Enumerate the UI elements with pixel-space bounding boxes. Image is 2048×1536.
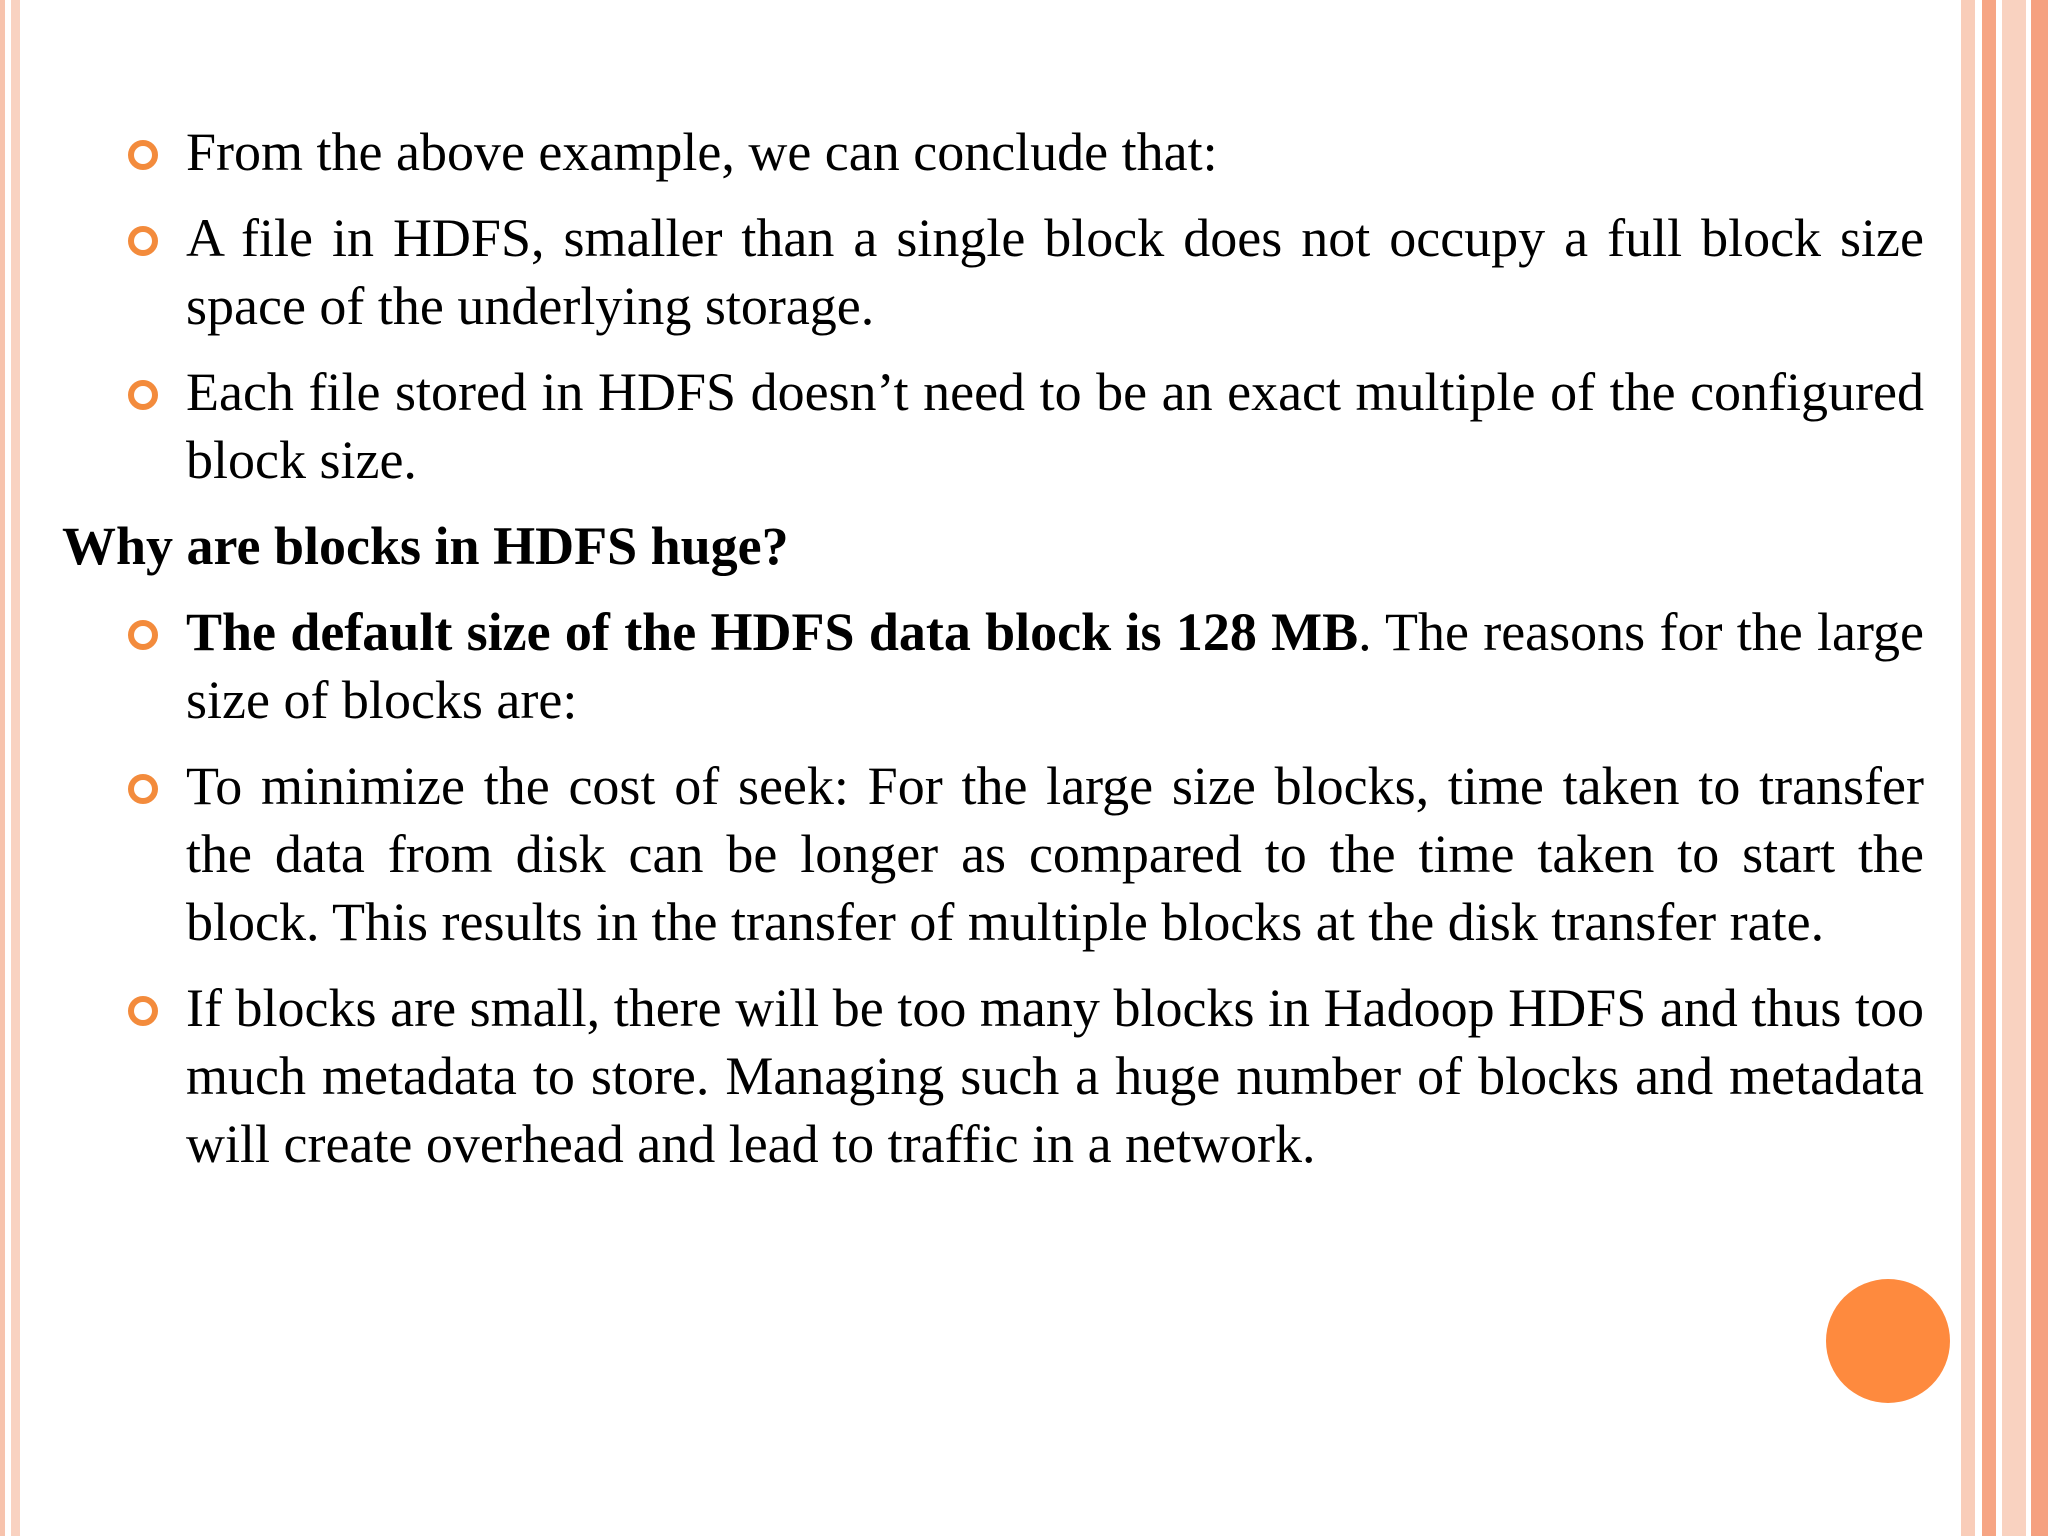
bullet-circle-icon — [128, 140, 158, 170]
left-stripe-outer — [0, 0, 5, 1536]
right-stripe-1 — [1961, 0, 1975, 1536]
bullet-text: If blocks are small, there will be too many blocks in Hadoop HDFS and thus too much metadata to store. Managing such a huge number of blocks and metadata will create overhead and lead to traffic in a network. — [186, 978, 1924, 1174]
bullet-small-file — [124, 204, 1924, 340]
bullet-circle-icon — [128, 996, 158, 1026]
bullet-default-size — [124, 598, 1924, 734]
bullet-circle-icon — [128, 620, 158, 650]
right-stripe-2 — [1982, 0, 1996, 1536]
bullet-multiple — [124, 358, 1924, 494]
bullet-bold-text: The default size of the HDFS data block is 128 MB — [186, 602, 1359, 662]
bullet-circle-icon — [128, 774, 158, 804]
bullet-conclusion — [124, 118, 1924, 186]
left-stripe-inner — [11, 0, 20, 1536]
bullet-metadata — [124, 974, 1924, 1178]
bullet-text: To minimize the cost of seek: For the large size blocks, time taken to transfer the data from disk can be longer as compared to the time taken to start the block. This results in the transfer of multiple blocks at the disk transfer rate. — [186, 756, 1924, 952]
section-heading: Why are blocks in HDFS huge? — [62, 516, 789, 576]
decorative-orange-circle — [1826, 1279, 1950, 1403]
slide-content — [62, 118, 1924, 1196]
bullet-text: From the above example, we can conclude that: — [186, 122, 1218, 182]
bullet-text: . The reasons for the large size of blocks are: — [186, 602, 1924, 730]
bullet-circle-icon — [128, 380, 158, 410]
bullet-text: A file in HDFS, smaller than a single block does not occupy a full block size space of the underlying storage. — [186, 208, 1924, 336]
right-stripe-3 — [2002, 0, 2026, 1536]
bullet-circle-icon — [128, 226, 158, 256]
bullet-text: Each file stored in HDFS doesn’t need to be an exact multiple of the configured block size. — [186, 362, 1924, 490]
bullet-seek-cost — [124, 752, 1924, 956]
right-stripe-4 — [2031, 0, 2048, 1536]
